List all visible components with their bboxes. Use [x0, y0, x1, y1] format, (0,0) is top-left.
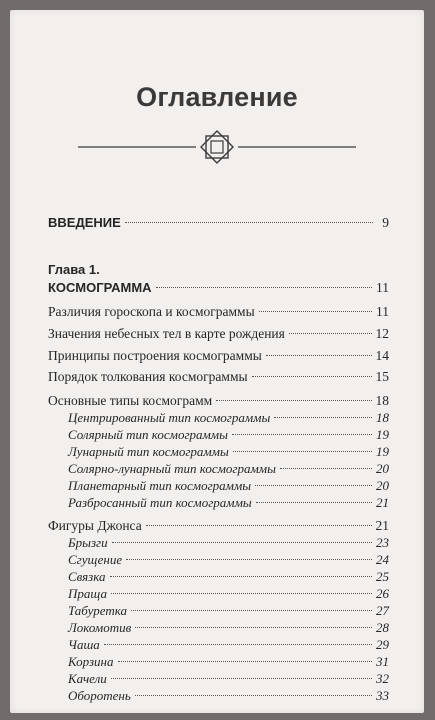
dot-leader: [289, 333, 372, 334]
toc-label: КОСМОГРАММА: [48, 280, 152, 295]
toc-page-number: 27: [376, 603, 389, 618]
toc-page-number: 23: [376, 535, 389, 550]
dot-leader: [111, 678, 372, 679]
toc-entry[interactable]: [48, 302, 389, 322]
dot-leader: [125, 222, 373, 223]
dot-leader: [280, 468, 372, 469]
toc-label: Связка: [68, 569, 106, 584]
dot-leader: [274, 417, 372, 418]
dot-leader: [112, 542, 372, 543]
toc-page-number: 9: [382, 215, 389, 230]
toc-page-number: 28: [376, 620, 389, 635]
toc-label: Различия гороскопа и космограммы: [48, 304, 255, 319]
toc-page-number: 21: [376, 495, 389, 510]
toc-label: Сгущение: [68, 552, 123, 567]
toc-label: Планетарный тип космограммы: [68, 478, 252, 493]
toc-label: Разбросанный тип космограммы: [68, 495, 252, 510]
dot-leader: [256, 502, 372, 503]
toc-page-number: 20: [376, 461, 389, 476]
dot-leader: [252, 376, 372, 377]
dot-leader: [255, 485, 372, 486]
toc-page-number: 18: [375, 393, 389, 408]
toc-label: Брызги: [68, 535, 108, 550]
toc-label: Праща: [68, 586, 108, 601]
dot-leader: [135, 627, 372, 628]
toc-entry-intro[interactable]: [48, 213, 389, 233]
toc-page-number: 24: [376, 552, 389, 567]
toc-page-number: 11: [376, 280, 389, 295]
toc-page-number: 19: [376, 427, 389, 442]
toc-label: Лунарный тип космограммы: [68, 444, 229, 459]
toc-label: Принципы построения космограммы: [48, 348, 262, 363]
toc-label: ВВЕДЕНИЕ: [48, 215, 121, 230]
dot-leader: [126, 559, 372, 560]
toc-page-number: 19: [376, 444, 389, 459]
dot-leader: [232, 434, 372, 435]
dot-leader: [216, 400, 371, 401]
dot-leader: [146, 525, 372, 526]
toc-page-number: 20: [376, 478, 389, 493]
toc-label: Основные типы космограмм: [48, 393, 213, 408]
toc-label: Фигуры Джонса: [48, 518, 142, 533]
toc-label: Центрированный тип космограммы: [68, 410, 271, 425]
toc-entry[interactable]: [48, 367, 389, 387]
toc-label: Локомотив: [68, 620, 132, 635]
dot-leader: [118, 661, 373, 662]
toc-page-number: 12: [375, 326, 389, 341]
toc-page-number: 15: [375, 369, 389, 384]
toc-subentry[interactable]: [68, 686, 389, 706]
toc-page-number: 25: [376, 569, 389, 584]
dot-leader: [233, 451, 372, 452]
toc-page-number: 29: [376, 637, 389, 652]
dot-leader: [104, 644, 372, 645]
toc-entry[interactable]: [48, 346, 389, 366]
toc-label: Табуретка: [68, 603, 127, 618]
toc-label: Качели: [68, 671, 107, 686]
toc-page-number: 11: [376, 304, 389, 319]
toc-label: Солярный тип космограммы: [68, 427, 228, 442]
toc-page-number: 33: [376, 688, 389, 703]
toc-label: Порядок толкования космограммы: [48, 369, 248, 384]
toc-label: Оборотень: [68, 688, 131, 703]
toc-page-number: 14: [375, 348, 389, 363]
toc-page-number: 18: [376, 410, 389, 425]
dot-leader: [110, 576, 372, 577]
toc-label: Чаша: [68, 637, 100, 652]
ornament-divider: [10, 126, 424, 168]
toc-page-number: 21: [375, 518, 389, 533]
dot-leader: [135, 695, 372, 696]
dot-leader: [259, 311, 372, 312]
dot-leader: [266, 355, 372, 356]
ornament-inner-square: [211, 141, 223, 153]
toc-page-number: 32: [376, 671, 389, 686]
page-title: Оглавление: [136, 82, 298, 112]
toc-label: Корзина: [68, 654, 114, 669]
toc-page-number: 26: [376, 586, 389, 601]
toc-subentry[interactable]: [68, 493, 389, 513]
toc-label: Значения небесных тел в карте рождения: [48, 326, 285, 341]
dot-leader: [156, 287, 372, 288]
toc-page-number: 31: [376, 654, 389, 669]
toc-label: Солярно-лунарный тип космограммы: [68, 461, 276, 476]
toc-entry-chapter-1[interactable]: [48, 278, 389, 298]
toc-entry[interactable]: [48, 324, 389, 344]
chapter-number: Глава 1.: [48, 262, 100, 277]
dot-leader: [131, 610, 372, 611]
book-page: [10, 10, 424, 713]
dot-leader: [111, 593, 372, 594]
